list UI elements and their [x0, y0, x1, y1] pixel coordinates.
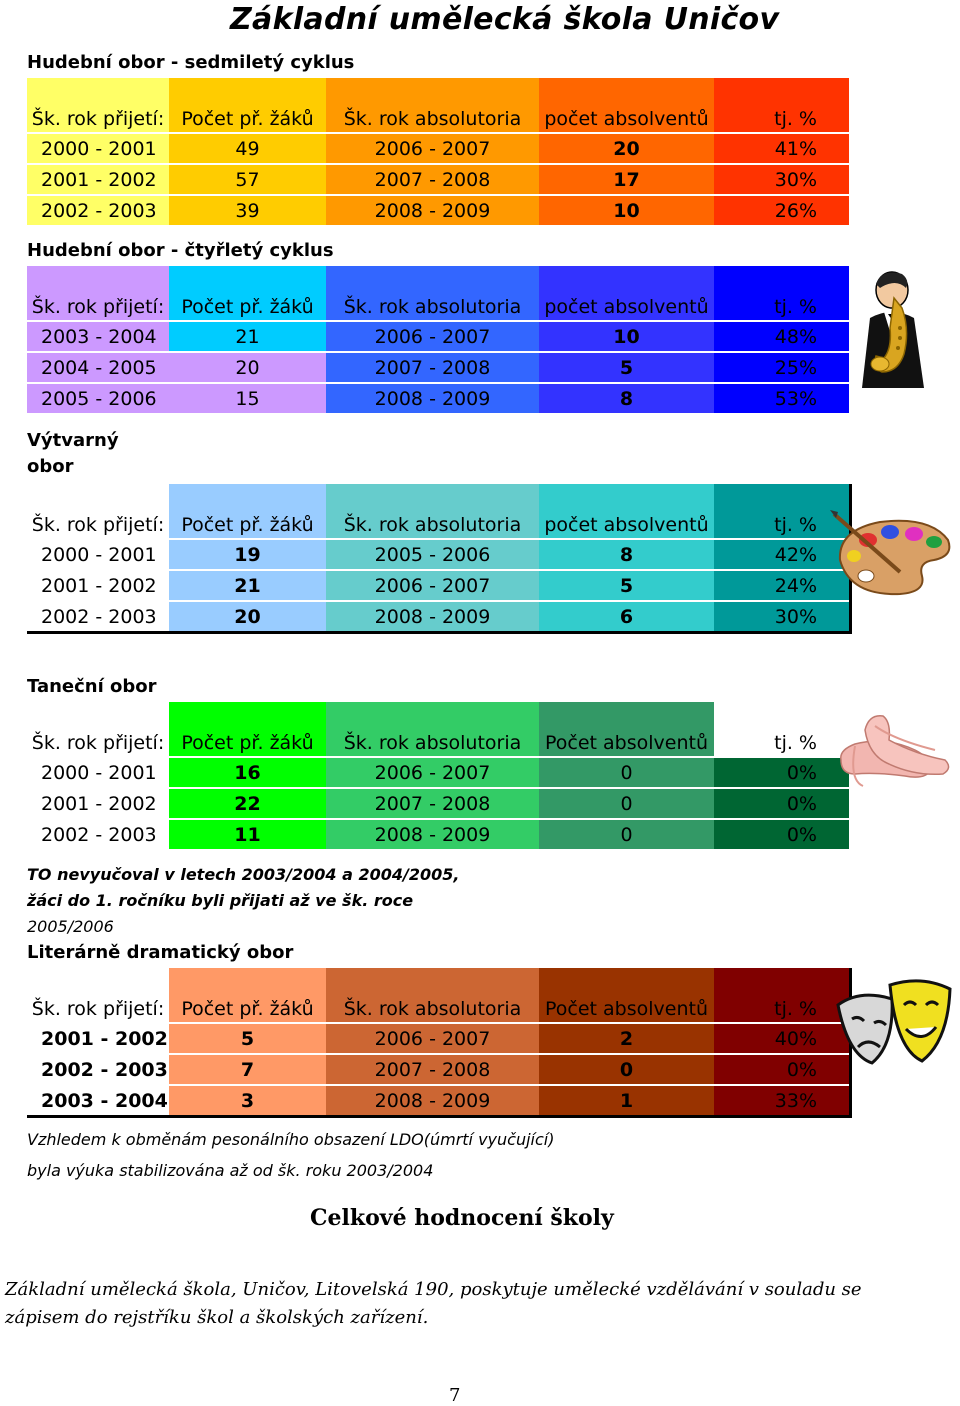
cell-percent: 0% [714, 757, 849, 788]
cell-grad-year: 2008 - 2009 [326, 819, 539, 849]
header-cell: tj. % [714, 266, 849, 321]
cell-count: 5 [169, 1023, 326, 1054]
cell-percent: 41% [714, 133, 849, 164]
cell-grad-year: 2008 - 2009 [326, 601, 539, 633]
cell-year: 2004 - 2005 [27, 352, 169, 383]
cell-percent: 42% [714, 539, 851, 570]
cell-count: 20 [169, 601, 326, 633]
theatre-masks-icon [830, 975, 955, 1094]
cell-grad-year: 2006 - 2007 [326, 133, 539, 164]
cell-year: 2002 - 2003 [27, 819, 169, 849]
cell-percent: 24% [714, 570, 851, 601]
cell-percent: 25% [714, 352, 849, 383]
table-row [27, 601, 851, 633]
header-cell: Šk. rok přijetí: [27, 266, 169, 321]
table-row [27, 1085, 851, 1117]
table-row [27, 383, 849, 413]
section-title-tanecni: Taneční obor [27, 676, 157, 697]
table-row [27, 133, 849, 164]
cell-grad-year: 2006 - 2007 [326, 757, 539, 788]
header-cell: tj. % [714, 702, 849, 757]
cell-percent: 53% [714, 383, 849, 413]
table-row [27, 539, 851, 570]
cell-graduates: 17 [539, 164, 714, 195]
cell-graduates: 5 [539, 570, 714, 601]
cell-grad-year: 2005 - 2006 [326, 539, 539, 570]
table-row [27, 788, 849, 819]
cell-year: 2002 - 2003 [27, 195, 169, 225]
cell-count: 22 [169, 788, 326, 819]
cell-count: 11 [169, 819, 326, 849]
cell-count: 20 [169, 352, 326, 383]
cell-graduates: 5 [539, 352, 714, 383]
cell-year: 2001 - 2002 [27, 1023, 169, 1054]
header-cell: počet absolventů [539, 78, 714, 133]
cell-percent: 30% [714, 164, 849, 195]
cell-graduates: 0 [539, 1054, 714, 1085]
tanecni-note [27, 862, 459, 940]
header-cell: počet absolventů [539, 484, 714, 539]
cell-percent: 0% [714, 1054, 851, 1085]
header-cell: Počet př. žáků [169, 702, 326, 757]
note-line: TO nevyučoval v letech 2003/2004 a 2004/2005, [27, 865, 460, 884]
table-row [27, 164, 849, 195]
cell-count: 49 [169, 133, 326, 164]
cell-year: 2005 - 2006 [27, 383, 169, 413]
header-cell: Počet př. žáků [169, 968, 326, 1023]
cell-percent: 26% [714, 195, 849, 225]
section-heading-celkove: Celkové hodnocení školy [310, 1205, 614, 1231]
cell-year: 2001 - 2002 [27, 570, 169, 601]
header-cell: tj. % [714, 484, 851, 539]
saxophone-player-icon [832, 268, 952, 392]
header-cell: Počet absolventů [539, 968, 714, 1023]
cell-graduates: 10 [539, 321, 714, 352]
header-cell: Šk. rok absolutoria [326, 484, 539, 539]
cell-year: 2000 - 2001 [27, 539, 169, 570]
cell-grad-year: 2008 - 2009 [326, 383, 539, 413]
cell-graduates: 2 [539, 1023, 714, 1054]
cell-grad-year: 2007 - 2008 [326, 164, 539, 195]
table-row [27, 321, 849, 352]
cell-graduates: 6 [539, 601, 714, 633]
cell-graduates: 8 [539, 539, 714, 570]
cell-grad-year: 2006 - 2007 [326, 1023, 539, 1054]
page-title: Základní umělecká škola Uničov [230, 2, 780, 37]
ballet-shoes-icon [835, 710, 955, 794]
table-row [27, 352, 849, 383]
note-line: 2005/2006 [27, 917, 114, 936]
cell-year: 2000 - 2001 [27, 757, 169, 788]
cell-year: 2001 - 2002 [27, 164, 169, 195]
cell-count: 57 [169, 164, 326, 195]
header-cell: Šk. rok absolutoria [326, 968, 539, 1023]
section-title-line: obor [27, 456, 74, 477]
cell-percent: 30% [714, 601, 851, 633]
cell-grad-year: 2006 - 2007 [326, 321, 539, 352]
header-cell: Šk. rok přijetí: [27, 484, 169, 539]
table-tanecni [27, 702, 849, 849]
cell-percent: 33% [714, 1085, 851, 1117]
cell-percent: 48% [714, 321, 849, 352]
table-row [27, 1023, 851, 1054]
header-cell: Počet absolventů [539, 702, 714, 757]
header-cell: Šk. rok přijetí: [27, 78, 169, 133]
cell-year: 2003 - 2004 [27, 1085, 169, 1117]
cell-grad-year: 2007 - 2008 [326, 788, 539, 819]
table-vytvarny [27, 484, 852, 634]
header-cell: tj. % [714, 968, 851, 1023]
cell-year: 2003 - 2004 [27, 321, 169, 352]
literarni-note-line2: byla výuka stabilizována až od šk. roku 2003/2004 [27, 1161, 434, 1180]
cell-grad-year: 2008 - 2009 [326, 195, 539, 225]
header-cell: tj. % [714, 78, 849, 133]
cell-year: 2000 - 2001 [27, 133, 169, 164]
cell-grad-year: 2007 - 2008 [326, 352, 539, 383]
cell-count: 16 [169, 757, 326, 788]
cell-grad-year: 2008 - 2009 [326, 1085, 539, 1117]
header-cell: Šk. rok absolutoria [326, 702, 539, 757]
section-title-literarni: Literárně dramatický obor [27, 942, 294, 963]
section-title-hudebni-7: Hudební obor - sedmiletý cyklus [27, 52, 355, 73]
cell-graduates: 0 [539, 788, 714, 819]
header-cell: Počet př. žáků [169, 78, 326, 133]
cell-count: 39 [169, 195, 326, 225]
section-title-line: Výtvarný [27, 430, 119, 451]
note-line: žáci do 1. ročníku byli přijati až ve šk. roce [27, 891, 414, 910]
table-row [27, 570, 851, 601]
table-row [27, 195, 849, 225]
header-cell: počet absolventů [539, 266, 714, 321]
header-cell: Počet př. žáků [169, 266, 326, 321]
cell-percent: 40% [714, 1023, 851, 1054]
header-cell: Šk. rok přijetí: [27, 968, 169, 1023]
paint-palette-icon [830, 510, 955, 604]
cell-year: 2002 - 2003 [27, 1054, 169, 1085]
header-cell: Šk. rok absolutoria [326, 266, 539, 321]
cell-count: 19 [169, 539, 326, 570]
cell-graduates: 8 [539, 383, 714, 413]
header-cell: Šk. rok přijetí: [27, 702, 169, 757]
cell-count: 21 [169, 570, 326, 601]
table-hudebni-4 [27, 266, 849, 413]
header-cell: Počet př. žáků [169, 484, 326, 539]
cell-year: 2001 - 2002 [27, 788, 169, 819]
table-row [27, 1054, 851, 1085]
cell-graduates: 0 [539, 757, 714, 788]
cell-count: 15 [169, 383, 326, 413]
table-row [27, 819, 849, 849]
cell-grad-year: 2006 - 2007 [326, 570, 539, 601]
cell-count: 7 [169, 1054, 326, 1085]
literarni-note-line1: Vzhledem k obměnám pesonálního obsazení LDO(úmrtí vyučující) [27, 1130, 555, 1149]
cell-year: 2002 - 2003 [27, 601, 169, 633]
table-row [27, 757, 849, 788]
header-cell: Šk. rok absolutoria [326, 78, 539, 133]
section-title-hudebni-4: Hudební obor - čtyřletý cyklus [27, 240, 334, 261]
page-number: 7 [449, 1385, 461, 1406]
cell-count: 21 [169, 321, 326, 352]
table-literarni [27, 968, 852, 1118]
cell-count: 3 [169, 1085, 326, 1117]
cell-graduates: 10 [539, 195, 714, 225]
cell-percent: 0% [714, 819, 849, 849]
cell-graduates: 20 [539, 133, 714, 164]
cell-percent: 0% [714, 788, 849, 819]
section-title-vytvarny [27, 428, 119, 480]
table-hudebni-7 [27, 78, 849, 225]
cell-graduates: 0 [539, 819, 714, 849]
cell-grad-year: 2007 - 2008 [326, 1054, 539, 1085]
summary-paragraph: Základní umělecká škola, Uničov, Litovelská 190, poskytuje umělecké vzdělávání v souladu se zápisem do rejstříku škol a školských zařízení. [5, 1279, 862, 1328]
cell-graduates: 1 [539, 1085, 714, 1117]
